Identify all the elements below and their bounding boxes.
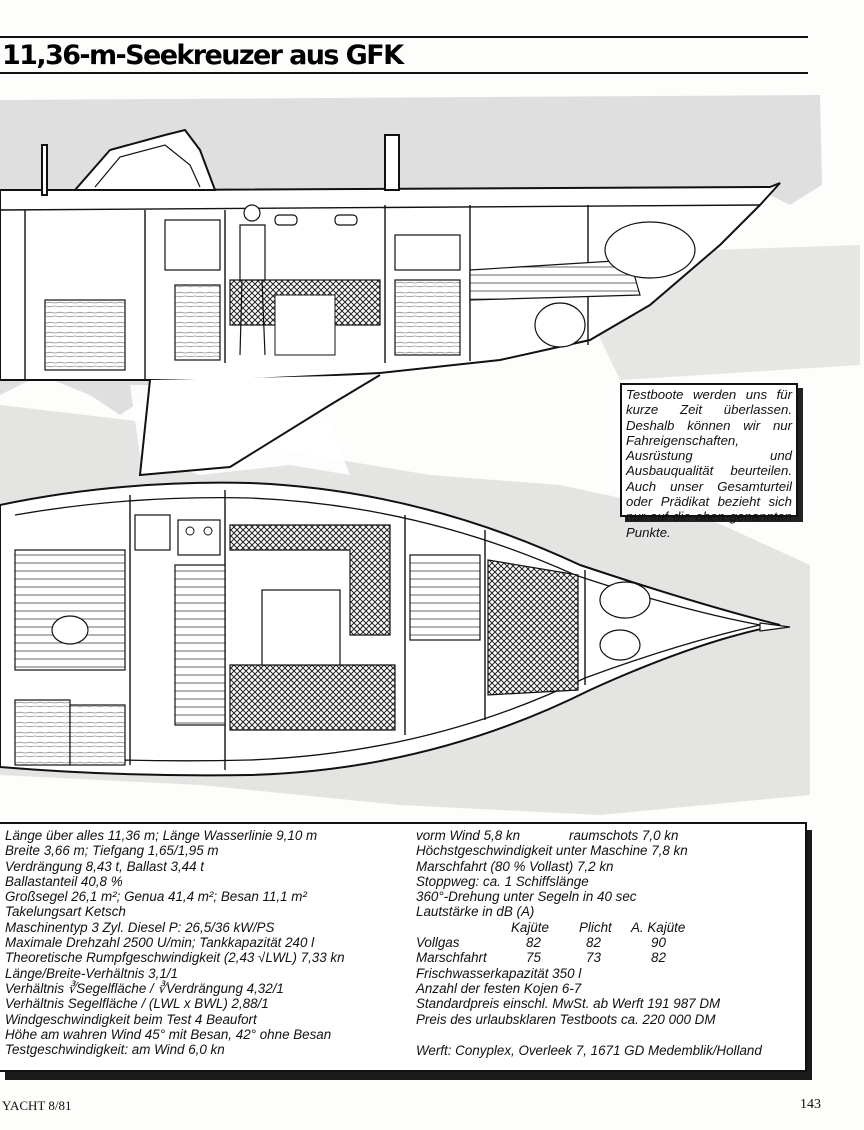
spec-line: Länge über alles 11,36 m; Länge Wasserlinie 9,10 m	[5, 828, 318, 843]
spec-line: Verhältnis Segelfläche / (LWL x BWL) 2,88/1	[5, 996, 269, 1012]
wind-speed-line	[416, 828, 762, 843]
magazine-issue: YACHT 8/81	[2, 1098, 72, 1113]
test-notice: Testboote werden uns für kurze Zeit überlassen. Deshalb können wir nur Fahreigenschaften, Ausrüstung und Ausbauqualität beurteilen. Auch unser Gesamturteil oder Prädikat bezieht sich nur auf die oben genannten Punkte.	[620, 383, 798, 517]
table-cell: 82	[651, 950, 666, 966]
shipyard-line: Werft: Conyplex, Overleek 7, 1671 GD Medemblik/Holland	[416, 1042, 762, 1058]
spec-line: Verhältnis ∛Segelfläche / ∛Verdrängung 4,32/1	[5, 980, 284, 996]
spec-line: Stoppweg: ca. 1 Schiffslänge	[416, 873, 589, 889]
table-header-cell	[416, 920, 511, 935]
top-rule	[0, 36, 808, 38]
spec-line: Frischwasserkapazität 350 l	[416, 965, 582, 981]
spec-line: Maschinentyp 3 Zyl. Diesel P: 26,5/36 kW/PS	[5, 919, 275, 935]
table-cell: 90	[651, 935, 666, 951]
table-header-cell: Kajüte	[511, 919, 549, 935]
page-title: 11,36-m-Seekreuzer aus GFK	[2, 40, 403, 71]
table-cell: Vollgas	[416, 935, 460, 951]
spec-line: Testgeschwindigkeit: am Wind 6,0 kn	[5, 1042, 225, 1058]
spec-line: Verdrängung 8,43 t, Ballast 3,44 t	[5, 858, 205, 874]
specs-right-column	[416, 828, 762, 1058]
noise-table-row	[416, 950, 762, 965]
spec-line: Standardpreis einschl. MwSt. ab Werft 191 987 DM	[416, 996, 721, 1012]
spec-line: Anzahl der festen Kojen 6-7	[416, 980, 582, 996]
table-header-cell: Plicht	[579, 919, 612, 935]
specs-left-column	[5, 828, 345, 1057]
reaching-speed: raumschots 7,0 kn	[569, 828, 679, 843]
spec-line: Breite 3,66 m; Tiefgang 1,65/1,95 m	[5, 843, 219, 859]
downwind-speed: vorm Wind 5,8 kn	[416, 828, 521, 843]
table-cell: 75	[526, 950, 541, 966]
spec-line: Höhe am wahren Wind 45° mit Besan, 42° ohne Besan	[5, 1026, 332, 1042]
table-cell: Marschfahrt	[416, 950, 487, 966]
spec-line: Takelungsart Ketsch	[5, 904, 126, 920]
table-cell: 73	[586, 950, 601, 966]
spec-line: Maximale Drehzahl 2500 U/min; Tankkapazität 240 l	[5, 935, 315, 951]
table-cell: 82	[526, 935, 541, 951]
page-number: 143	[800, 1097, 821, 1112]
spec-line: Preis des urlaubsklaren Testboots ca. 220 000 DM	[416, 1011, 716, 1027]
spec-line: Höchstgeschwindigkeit unter Maschine 7,8 kn	[416, 843, 688, 859]
spec-line: Marschfahrt (80 % Vollast) 7,2 kn	[416, 858, 614, 874]
noise-table-header	[416, 920, 762, 935]
spec-line: Länge/Breite-Verhältnis 3,1/1	[5, 965, 178, 981]
spec-line: Lautstärke in dB (A)	[416, 904, 535, 920]
specifications-box	[0, 822, 807, 1072]
title-underline	[0, 72, 808, 74]
spec-line: Großsegel 26,1 m²; Genua 41,4 m²; Besan 11,1 m²	[5, 889, 307, 905]
spec-line: Ballastanteil 40,8 %	[5, 873, 123, 889]
spec-line: 360°-Drehung unter Segeln in 40 sec	[416, 889, 637, 905]
table-header-cell: A. Kajüte	[631, 919, 686, 935]
spec-line: Windgeschwindigkeit beim Test 4 Beaufort	[5, 1011, 257, 1027]
spec-line: Theoretische Rumpfgeschwindigkeit (2,43 √LWL) 7,33 kn	[5, 950, 345, 966]
noise-table-row	[416, 935, 762, 950]
table-cell: 82	[586, 935, 601, 951]
